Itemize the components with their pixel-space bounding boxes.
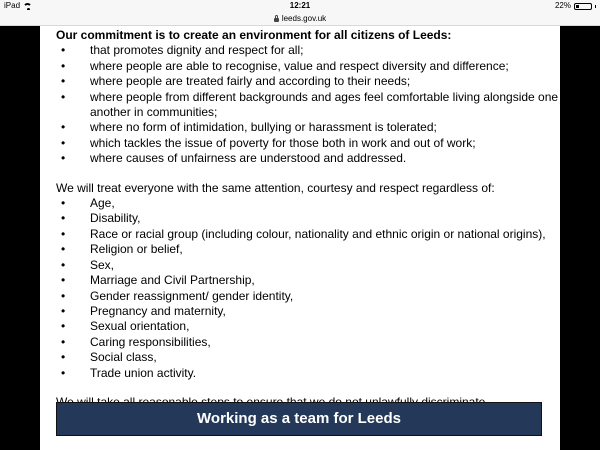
treat-intro: We will treat everyone with the same attention, courtesy and respect regardless of: [56, 180, 495, 195]
list-item: • where people are treated fairly and according to their needs; [56, 74, 560, 89]
list-item: • Age, [56, 196, 560, 211]
list-item: • Race or racial group (including colour, nationality and ethnic origin or national origins), [56, 227, 560, 242]
lock-icon [274, 18, 279, 22]
list-item: • Sexual orientation, [56, 319, 560, 334]
list-item: • where causes of unfairness are understood and addressed. [56, 151, 560, 166]
commitment-list [56, 43, 560, 166]
status-bar [0, 0, 600, 12]
list-item: • Gender reassignment/ gender identity, [56, 289, 560, 304]
document-page [40, 26, 560, 450]
battery-icon [574, 3, 592, 10]
status-time: 12:21 [289, 1, 311, 10]
list-item: • Caring responsibilities, [56, 335, 560, 350]
list-item: • which tackles the issue of poverty for those both in work and out of work; [56, 136, 560, 151]
list-item: • Sex, [56, 258, 560, 273]
battery-tip [595, 5, 596, 8]
list-item: • Social class, [56, 350, 560, 365]
list-item: • Religion or belief, [56, 242, 560, 257]
list-item: • where people are able to recognise, value and respect diversity and difference; [56, 59, 560, 74]
list-item: • Disability, [56, 211, 560, 226]
list-item: • Marriage and Civil Partnership, [56, 273, 560, 288]
list-item: • where no form of intimidation, bullying or harassment is tolerated; [56, 120, 560, 135]
list-item: • where people from different backgrounds and ages feel comfortable living alongside one another in communities; [56, 90, 560, 121]
address-bar[interactable] [0, 12, 600, 26]
list-item: • Trade union activity. [56, 366, 560, 381]
battery-percent: 22% [554, 1, 571, 10]
team-banner: Working as a team for Leeds [56, 402, 542, 436]
commitment-heading: Our commitment is to create an environment for all citizens of Leeds: [56, 28, 452, 42]
list-item: • that promotes dignity and respect for all; [56, 43, 560, 58]
url-text[interactable]: leeds.gov.uk [281, 14, 327, 23]
list-item: • Pregnancy and maternity, [56, 304, 560, 319]
device-name: iPad [4, 1, 21, 10]
characteristics-list [56, 196, 560, 381]
